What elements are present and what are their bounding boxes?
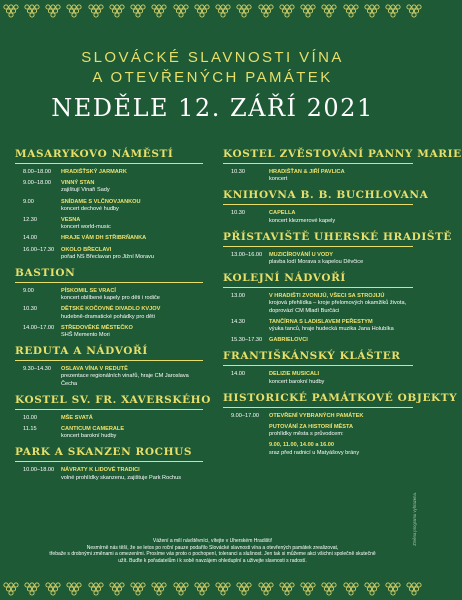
festival-subtitle: A OTEVŘENÝCH PAMÁTEK bbox=[92, 69, 333, 86]
event-name: PUTOVÁNÍ ZA HISTORIÍ MĚSTA bbox=[269, 424, 354, 431]
grape-icon bbox=[343, 4, 359, 18]
event-body bbox=[269, 319, 413, 333]
event-time bbox=[223, 442, 269, 456]
event-description: prohlídky města s průvodcem: bbox=[269, 431, 344, 438]
event-name: SNÍDAME S VLČNOVJANKOU bbox=[61, 198, 141, 205]
event-description: koncert bbox=[269, 176, 288, 183]
event-description: koncert klezmerové kapely bbox=[269, 217, 336, 224]
grape-icon bbox=[364, 4, 380, 18]
event-time: 9.00 bbox=[23, 198, 34, 205]
section-divider bbox=[15, 409, 203, 410]
event-row bbox=[223, 210, 413, 224]
venue-section bbox=[15, 148, 203, 261]
event-body bbox=[61, 306, 203, 320]
event-name: HRADIŠŤSKÝ JARMARK bbox=[61, 169, 127, 175]
event-name: MŠE SVATÁ bbox=[61, 414, 93, 421]
venue-title: REDUTA A NÁDVOŘÍ bbox=[15, 345, 148, 358]
grape-icon bbox=[321, 4, 337, 18]
event-description: koncert world-music bbox=[61, 224, 111, 231]
section-divider bbox=[15, 282, 203, 283]
event-description: koncert oblíbené kapely pro děti i rodiče bbox=[61, 295, 160, 302]
section-divider bbox=[223, 407, 413, 408]
grape-icon bbox=[24, 582, 40, 596]
grape-icon bbox=[194, 4, 210, 18]
venue-section bbox=[223, 148, 462, 183]
event-time: 10.00–18.00 bbox=[23, 467, 55, 474]
event-name: MUZICÍROVÁNÍ U VODY bbox=[269, 251, 334, 258]
section-divider bbox=[15, 163, 203, 164]
event-row bbox=[223, 371, 413, 385]
event-row bbox=[15, 235, 203, 242]
event-time: 9.00 bbox=[23, 288, 34, 295]
event-body bbox=[269, 371, 413, 385]
event-row bbox=[223, 424, 413, 438]
event-body bbox=[61, 217, 203, 231]
grape-icon bbox=[406, 4, 422, 18]
event-row bbox=[15, 199, 203, 213]
program-column-right bbox=[223, 148, 462, 463]
grape-icon bbox=[109, 4, 125, 18]
event-description: sraz před radnicí u Matyášovy brány bbox=[269, 449, 360, 456]
event-time: 15.30–17.30 bbox=[231, 337, 263, 344]
grape-icon bbox=[151, 582, 167, 596]
event-body bbox=[61, 366, 203, 388]
event-body bbox=[61, 169, 203, 176]
event-body bbox=[61, 426, 203, 440]
event-row bbox=[223, 319, 413, 333]
section-divider bbox=[223, 365, 413, 366]
section-divider bbox=[15, 360, 203, 361]
event-name: STŘEDOVĚKÉ MĚSTEČKO bbox=[61, 324, 133, 331]
event-row bbox=[223, 293, 413, 315]
venue-section bbox=[223, 230, 453, 266]
section-divider bbox=[223, 204, 413, 205]
grape-icon bbox=[279, 4, 295, 18]
event-name: VESNA bbox=[61, 217, 81, 224]
event-description: krojová přehlídka – kroje přelomových okamžiků života, doprovází CM Mladí Burčáci bbox=[269, 300, 407, 314]
event-time: 9.00–18.00 bbox=[23, 180, 51, 187]
grape-icon bbox=[385, 582, 401, 596]
venue-section bbox=[223, 391, 458, 457]
grape-icon bbox=[300, 4, 316, 18]
event-row bbox=[15, 467, 203, 481]
event-name: GABRIELOVCI bbox=[269, 337, 308, 344]
venue-section bbox=[15, 446, 203, 481]
grape-icon bbox=[300, 582, 316, 596]
event-row bbox=[15, 217, 203, 231]
event-time: 14.00–17.00 bbox=[23, 324, 55, 331]
event-row bbox=[15, 415, 203, 422]
event-body bbox=[269, 442, 413, 456]
grape-icon bbox=[173, 4, 189, 18]
event-row bbox=[15, 247, 203, 261]
venue-title: FRANTIŠKÁNSKÝ KLÁŠTER bbox=[223, 350, 401, 363]
event-time: 16.00–17.30 bbox=[23, 246, 55, 253]
grape-icon bbox=[130, 4, 146, 18]
section-divider bbox=[223, 246, 413, 247]
event-description: plavba lodí Morava s kapelou Děvčice bbox=[269, 259, 364, 266]
grape-icon bbox=[109, 582, 125, 596]
event-time: 14.00 bbox=[23, 235, 37, 242]
footer-line: Nesmírně nás těší, že se letos po roční pauze podařilo Slovácké slavnosti vína a otevřených památek zrealizovat, bbox=[86, 544, 339, 551]
footer-line: Vážení a milí návštěvníci, vítejte v Uherském Hradišti! bbox=[152, 538, 273, 544]
grape-icon bbox=[24, 4, 40, 18]
event-body bbox=[269, 293, 413, 315]
grape-border-top bbox=[0, 4, 425, 18]
event-time: 8.00–18.00 bbox=[23, 169, 51, 175]
event-description: volné prohlídky skanzenu, zajištuje Park Rochus bbox=[61, 474, 182, 481]
event-time: 10.30 bbox=[231, 169, 245, 175]
event-name: OTEVŘENÍ VYBRANÝCH PAMÁTEK bbox=[269, 412, 364, 419]
event-time: 14.30 bbox=[231, 318, 245, 325]
event-time: 9.30–14.30 bbox=[23, 366, 51, 373]
event-name: TANČÍRNA S LADISLAVEM PEŘESTYM bbox=[269, 318, 373, 325]
venue-section bbox=[223, 350, 413, 385]
event-row bbox=[223, 169, 413, 183]
event-row bbox=[223, 413, 413, 420]
event-name: 9.00, 11.00, 14.00 a 16.00 bbox=[269, 442, 335, 449]
grape-icon bbox=[258, 582, 274, 596]
grape-icon bbox=[236, 4, 252, 18]
event-row bbox=[223, 252, 413, 266]
event-body bbox=[61, 247, 203, 261]
event-description: koncert barokní hudby bbox=[61, 433, 117, 440]
event-time bbox=[223, 424, 269, 438]
event-name: DELIZIE MUSICALI bbox=[269, 371, 320, 378]
event-date: NEDĚLE 12. ZÁŘÍ 2021 bbox=[51, 94, 374, 122]
event-description: koncert barokní hudby bbox=[269, 378, 325, 385]
venue-title: KNIHOVNA B. B. BUCHLOVANA bbox=[223, 189, 429, 202]
footer-line: užít. Buďte k pořadatelům i k sobě navzájem ohleduplní a uživejte slavnosti s radostí. bbox=[118, 557, 307, 564]
event-time: 14.00 bbox=[231, 371, 245, 378]
event-body bbox=[269, 424, 413, 438]
program-column-left bbox=[15, 148, 211, 488]
grape-icon bbox=[236, 582, 252, 596]
event-row bbox=[15, 180, 203, 194]
event-body bbox=[269, 169, 413, 183]
event-name: NÁVRATY K LIDOVÉ TRADICI bbox=[61, 467, 140, 474]
grape-icon bbox=[406, 582, 422, 596]
grape-icon bbox=[130, 582, 146, 596]
grape-icon bbox=[279, 582, 295, 596]
event-description: zajištují Vinaři Sady bbox=[61, 187, 110, 194]
venue-section bbox=[15, 345, 203, 388]
footer-note bbox=[20, 538, 405, 564]
grape-icon bbox=[45, 4, 61, 18]
venue-title: BASTION bbox=[15, 267, 76, 280]
event-name: CAPELLA bbox=[269, 210, 296, 217]
event-name: VINNÝ STAN bbox=[61, 180, 95, 187]
event-row bbox=[15, 169, 203, 176]
section-divider bbox=[223, 163, 413, 164]
event-time: 10.30 bbox=[231, 210, 245, 217]
grape-icon bbox=[343, 582, 359, 596]
grape-icon bbox=[215, 582, 231, 596]
event-row bbox=[15, 325, 203, 339]
event-description: SHŠ Memento Mori bbox=[61, 332, 110, 339]
event-name: HRAJE VÁM DH STŘIBRŇANKA bbox=[61, 235, 147, 242]
event-body bbox=[61, 415, 203, 422]
section-divider bbox=[223, 287, 413, 288]
event-body bbox=[269, 413, 413, 420]
event-time: 10.30 bbox=[23, 306, 37, 313]
event-description: hudebně-dramatické pohádky pro děti bbox=[61, 313, 155, 320]
event-name: PÍSKOMIL SE VRACÍ bbox=[61, 288, 116, 295]
event-row bbox=[15, 288, 203, 302]
footer-line: třebaže s drobnými změnami a omezeními. Prosíme vás proto o pochopení, toleranci a slušnost. Jen tak si můžeme akci všichni společně skutečně bbox=[49, 551, 376, 558]
grape-icon bbox=[88, 582, 104, 596]
venue-section bbox=[223, 272, 413, 344]
event-description: výuka tanců, hraje hudecká muzika Jana Holubíka bbox=[269, 326, 394, 333]
grape-icon bbox=[385, 4, 401, 18]
event-time: 10.00 bbox=[23, 414, 37, 421]
venue-title: KOSTEL SV. FR. XAVERSKÉHO bbox=[15, 393, 211, 406]
grape-icon bbox=[173, 582, 189, 596]
venue-section bbox=[15, 393, 211, 441]
event-name: HRADIŠŤAN & JIŘÍ PAVLICA bbox=[269, 169, 345, 175]
event-description: pořad NS Břeclavan pro Jižní Moravu bbox=[61, 253, 154, 260]
venue-section bbox=[223, 189, 429, 224]
event-time: 12.30 bbox=[23, 217, 37, 224]
event-time: 13.00 bbox=[231, 293, 245, 300]
event-time: 13.00–16.00 bbox=[231, 251, 263, 258]
event-description: koncert dechové hudby bbox=[61, 205, 119, 212]
event-name: V HRADIŠTI ZVONIJÚ, VŠECI SA STROJIJÚ bbox=[269, 293, 385, 300]
grape-icon bbox=[45, 582, 61, 596]
grape-icon bbox=[194, 582, 210, 596]
event-name: CANTICUM CAMERALE bbox=[61, 426, 125, 433]
festival-title: SLOVÁCKÉ SLAVNOSTI VÍNA bbox=[81, 49, 344, 66]
event-row bbox=[223, 337, 413, 344]
event-row bbox=[223, 442, 413, 456]
event-row bbox=[15, 306, 203, 320]
event-body bbox=[61, 199, 203, 213]
grape-border-bottom bbox=[0, 582, 425, 596]
event-name: DĚTSKÉ KOČOVNÉ DIVADLO KVJOV bbox=[61, 306, 161, 313]
venue-title: KOLEJNÍ NÁDVOŘÍ bbox=[223, 272, 346, 285]
venue-title: KOSTEL ZVĚSTOVÁNÍ PANNY MARIE bbox=[223, 148, 462, 160]
venue-title: HISTORICKÉ PAMÁTKOVÉ OBJEKTY bbox=[223, 391, 458, 404]
grape-icon bbox=[88, 4, 104, 18]
event-body bbox=[61, 235, 203, 242]
grape-icon bbox=[215, 4, 231, 18]
grape-icon bbox=[258, 4, 274, 18]
section-divider bbox=[15, 461, 203, 462]
event-name: OSLAVA VÍNA V REDUTĚ bbox=[61, 366, 128, 373]
event-body bbox=[269, 252, 413, 266]
grape-icon bbox=[151, 4, 167, 18]
event-body bbox=[61, 288, 203, 302]
event-body bbox=[269, 210, 413, 224]
venue-title: MASARYKOVO NÁMĚSTÍ bbox=[15, 148, 174, 160]
event-body bbox=[61, 325, 203, 339]
event-row bbox=[15, 366, 203, 388]
grape-icon bbox=[66, 4, 82, 18]
venue-title: PŘÍSTAVIŠTĚ UHERSKÉ HRADIŠTĚ bbox=[223, 230, 453, 243]
event-time: 11.15 bbox=[23, 426, 37, 433]
grape-icon bbox=[3, 582, 19, 596]
side-note: Změna programu vyhrazena. bbox=[412, 492, 417, 546]
grape-icon bbox=[321, 582, 337, 596]
event-description: prezentace regionálních vinařů, hraje CM Jaroslava Čecha bbox=[61, 373, 189, 387]
event-body bbox=[61, 180, 203, 194]
venue-title: PARK A SKANZEN ROCHUS bbox=[15, 446, 193, 459]
grape-icon bbox=[3, 4, 19, 18]
event-row bbox=[15, 426, 203, 440]
grape-icon bbox=[66, 582, 82, 596]
venue-section bbox=[15, 267, 203, 339]
event-body bbox=[269, 337, 413, 344]
event-name: OKOLO BŘECLAVI bbox=[61, 246, 112, 253]
event-time: 9.00–17.00 bbox=[231, 412, 259, 419]
grape-icon bbox=[364, 582, 380, 596]
event-body bbox=[61, 467, 203, 481]
